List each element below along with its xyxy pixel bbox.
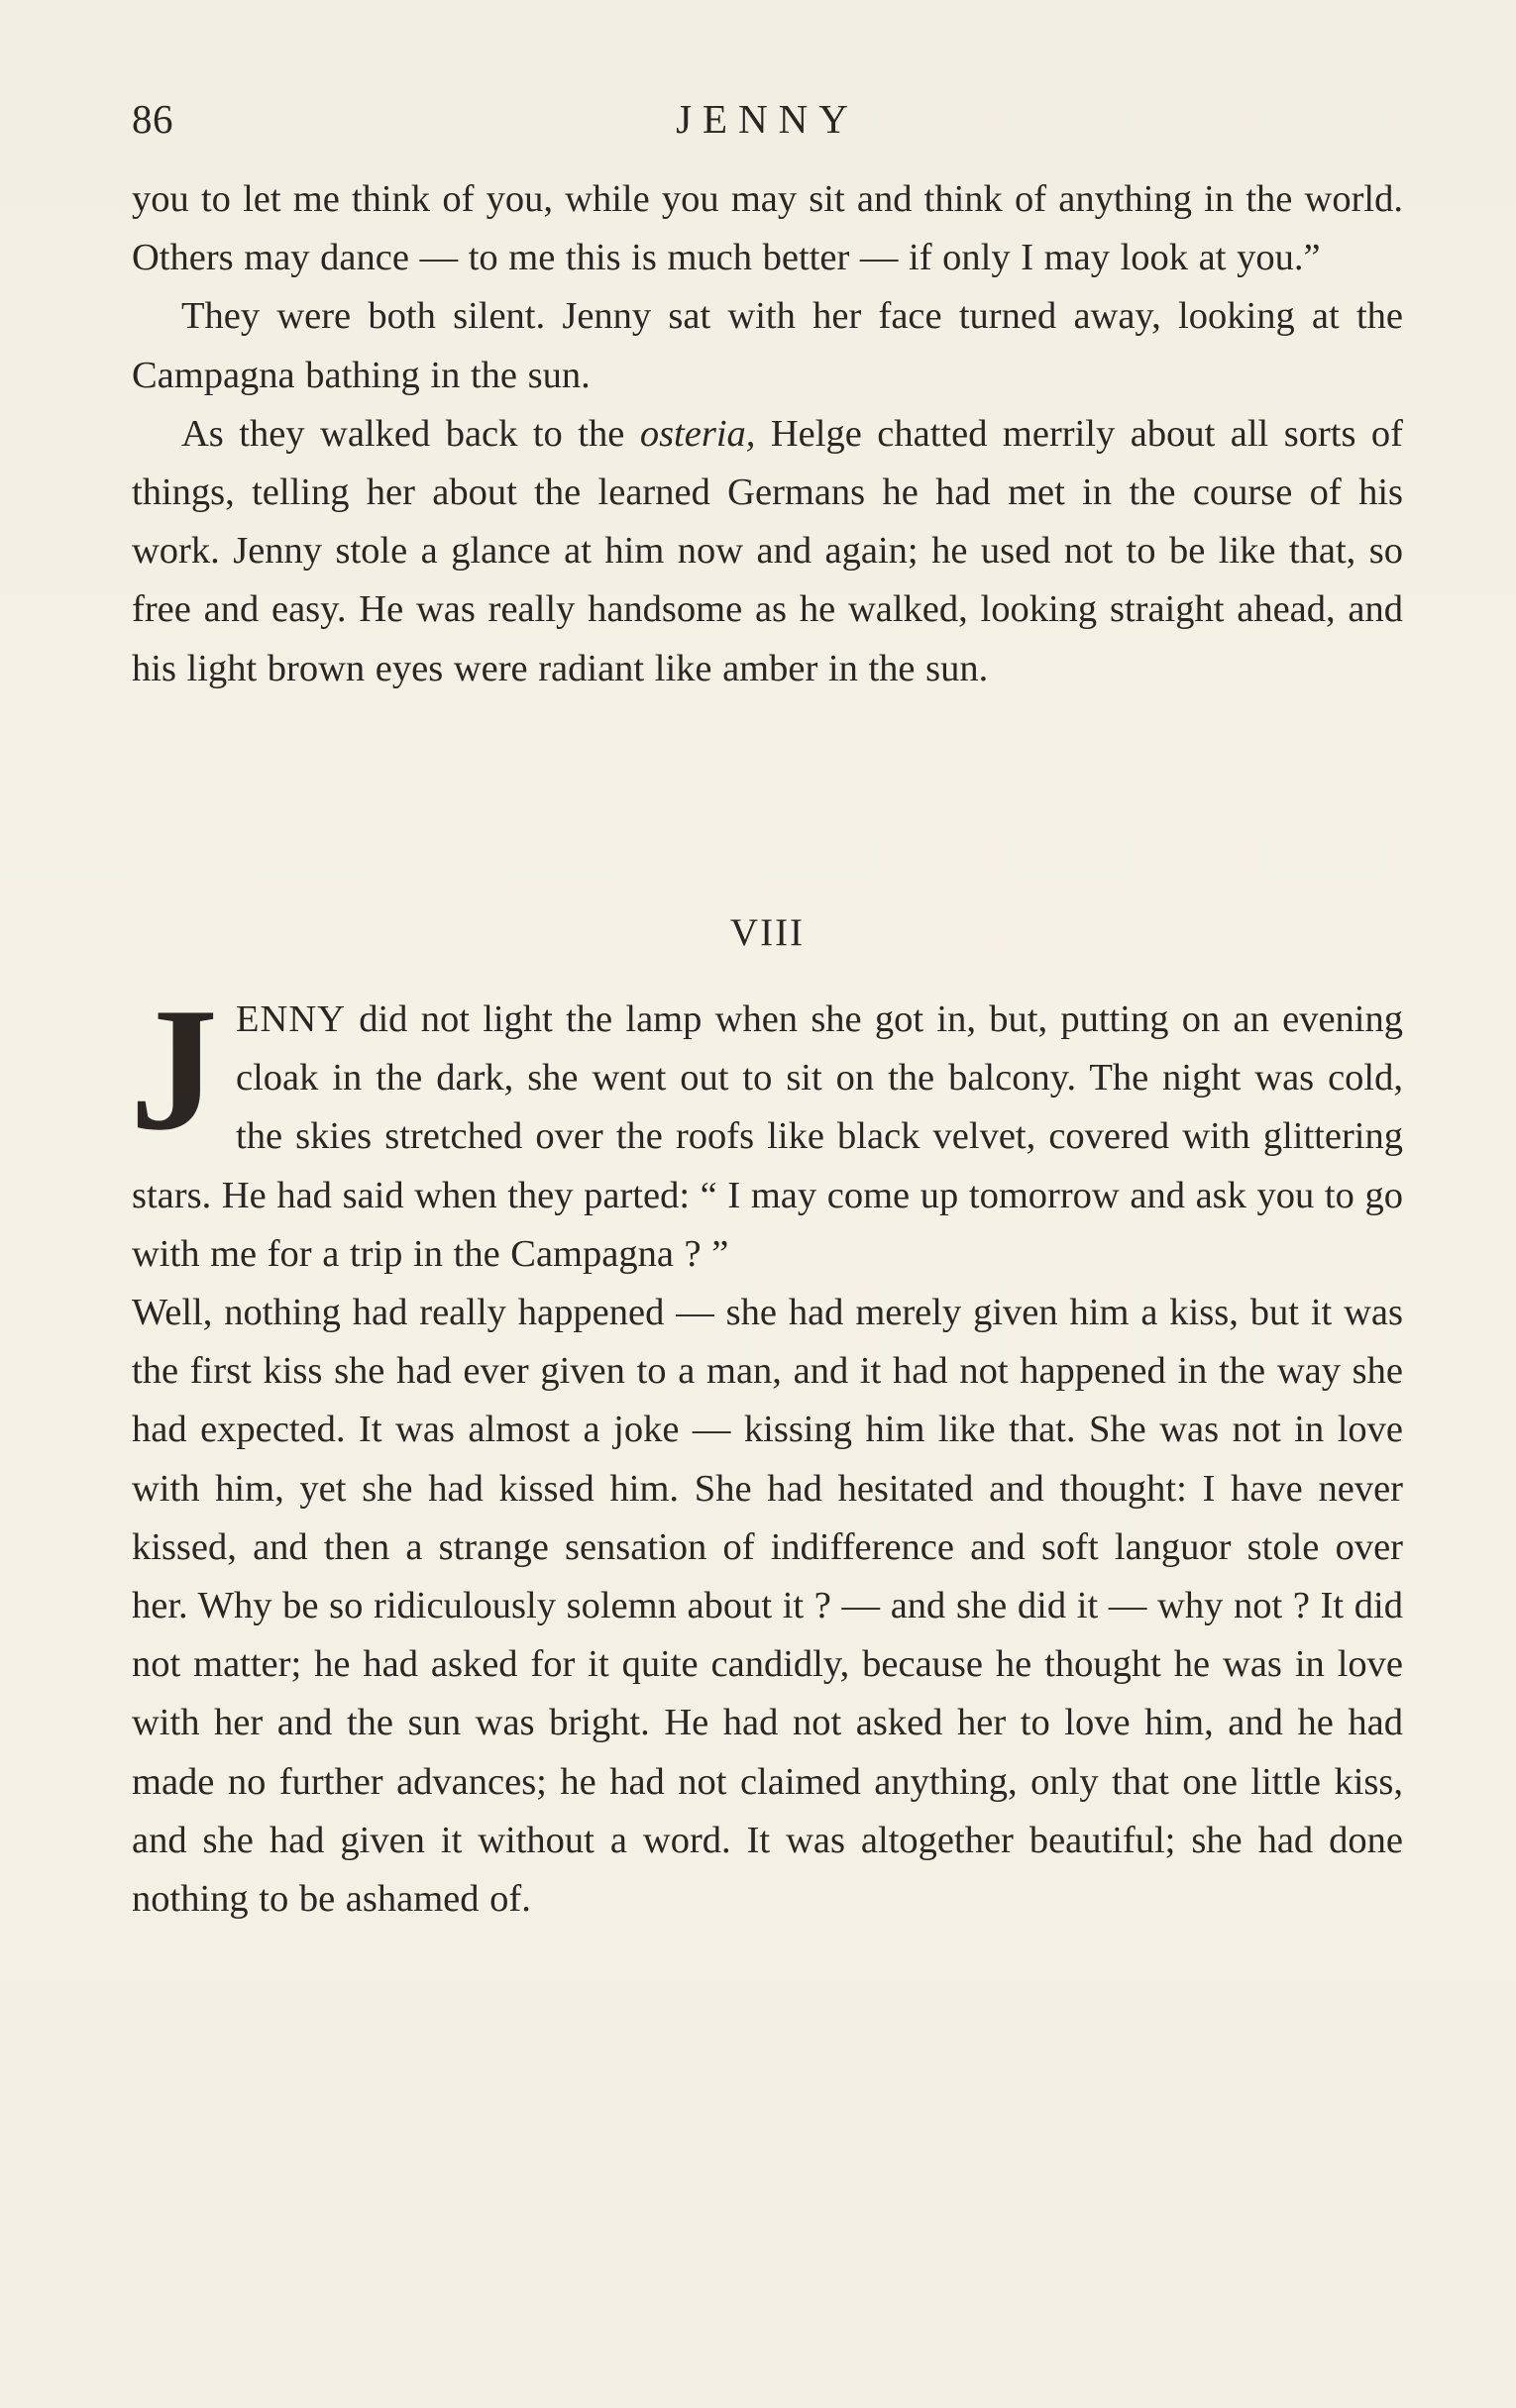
body-text — [132, 170, 1403, 698]
chapter-paragraph-2: Well, nothing had really happened — she had merely given him a kiss, but it was the first kiss she had ever given to a man, and it had not happened in the way she had expected. It was almost a joke — kissing him like that. She was not in love with him, yet she had kissed him. She had hesitated and thought: I have never kissed, and then a strange sensation of indifference and soft languor stole over her. Why be so ridiculously solemn about it ? — and she did it — why not ? It did not matter; he had asked for it quite candidly, because he thought he was in love with her and the sun was bright. He had not asked her to love him, and he had made no further advances; he had not claimed anything, only that one little kiss, and she had given it without a word. It was altogether beautiful; she had done nothing to be ashamed of. — [132, 1292, 1403, 1921]
paragraph-1: you to let me think of you, while you may sit and think of anything in the world. Others may dance — to me this is much better — if only I may look at you.” — [132, 178, 1403, 279]
paragraph-3-rest: Helge chatted merrily about all sorts of things, telling her about the learned Germans he had met in the course of his work. Jenny stole a glance at him now and again; he used not to be like that, so free and easy. He was really handsome as he walked, looking straight ahead, and his light brown eyes were radiant like amber in the sun. — [132, 412, 1403, 689]
section-heading: VIII — [729, 911, 806, 954]
chapter-text — [130, 971, 1404, 1929]
opening-text: did not light the lamp when she got in, but, putting on an evening cloak in the dark, she went out to sit on the balcony. The night was cold, the skies stretched over the roofs like black velvet, covered with glittering stars. He had said when they parted: “ I may come up tomorrow and ask you to go with me for a trip in the Campagna ? ” — [132, 998, 1404, 1275]
running-title: JENNY — [676, 96, 859, 142]
opening-smallcaps: ENNY — [236, 998, 346, 1040]
paragraph-2: They were both silent. Jenny sat with her face turned away, looking at the Campagna bathing in the sun. — [132, 295, 1403, 396]
italic-osteria: osteria, — [639, 412, 756, 455]
drop-cap: J — [130, 971, 218, 1167]
running-head — [132, 91, 1403, 147]
paragraph-3-lead: As they walked back to the — [181, 412, 625, 455]
page-number: 86 — [132, 96, 173, 142]
paragraph-3 — [132, 405, 1403, 698]
chapter-opening-paragraph — [130, 971, 1404, 1284]
